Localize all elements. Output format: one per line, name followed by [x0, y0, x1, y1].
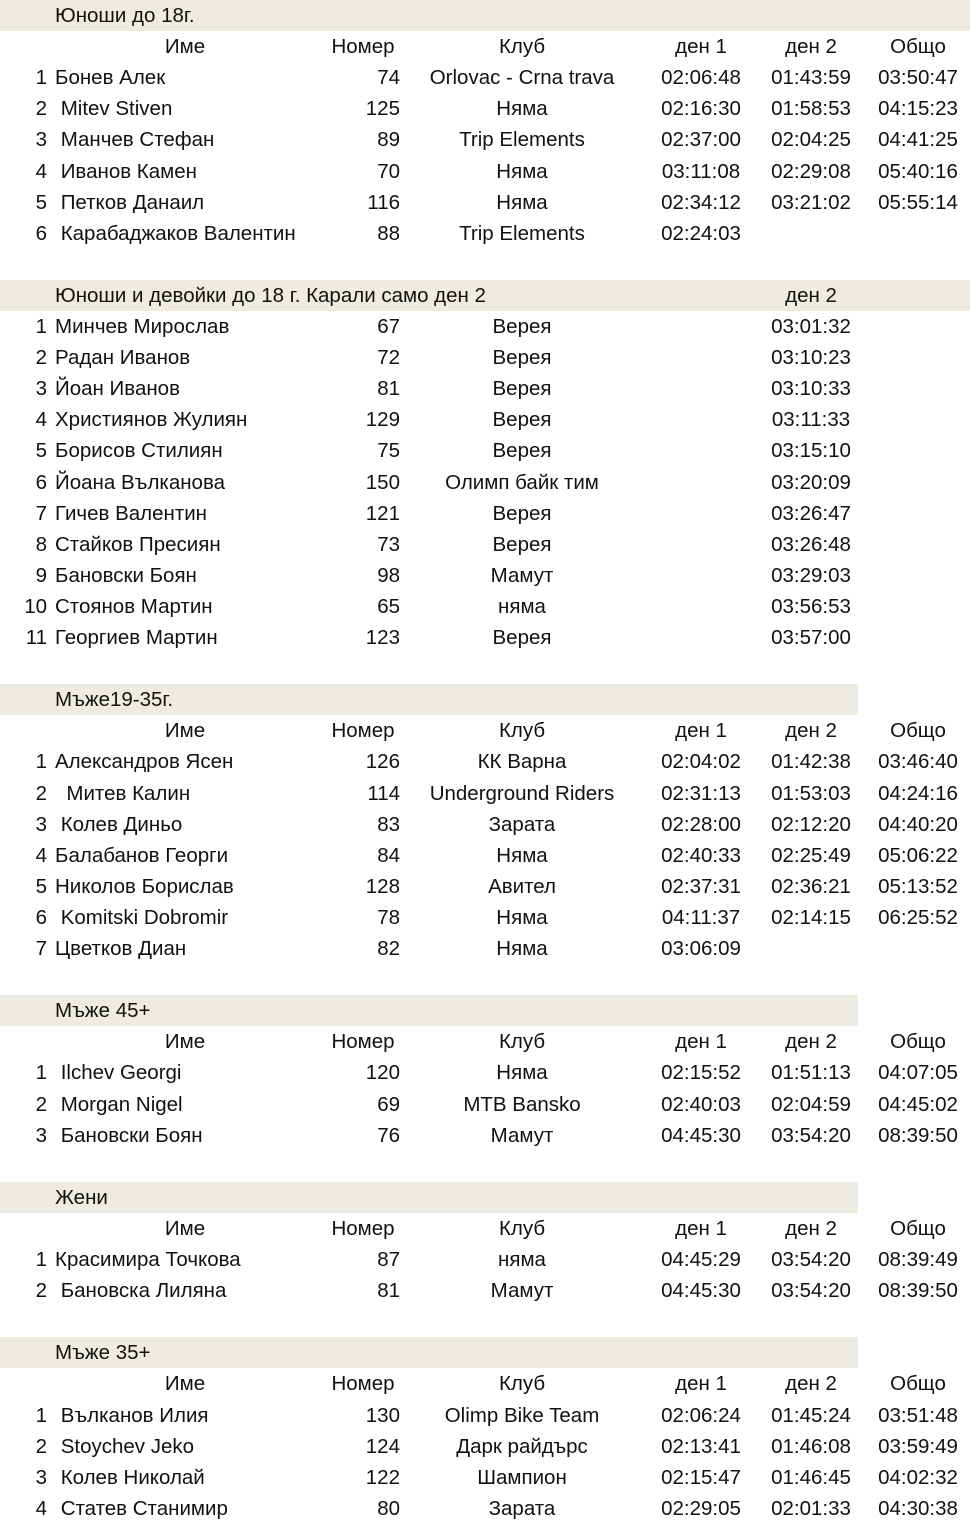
bib-number: 76: [377, 1124, 400, 1147]
day2-time: 01:53:03: [771, 782, 851, 805]
day1-time: 02:34:12: [661, 191, 741, 214]
bib-number: 124: [365, 1435, 400, 1458]
club-name: Orlovac - Crna trava: [429, 66, 615, 89]
table-row: [0, 746, 970, 777]
section-title-row: [0, 1337, 970, 1368]
day2-time: 02:14:15: [771, 906, 851, 929]
day1-time: 02:28:00: [661, 813, 741, 836]
day1-time: 02:15:52: [661, 1061, 741, 1084]
col-header-bib: Номер: [331, 719, 395, 742]
table-row: [0, 124, 970, 155]
section-title: Жени: [55, 1186, 108, 1209]
col-header-name: Име: [164, 1217, 206, 1240]
col-header-day2: ден 2: [785, 1217, 837, 1240]
bib-number: 81: [377, 377, 400, 400]
total-time: 05:13:52: [878, 875, 958, 898]
place-number: 1: [35, 315, 47, 338]
day2-time: 03:56:53: [771, 595, 851, 618]
place-number: 10: [24, 595, 47, 618]
place-number: 6: [35, 906, 47, 929]
club-name: Няма: [496, 937, 548, 960]
club-name: Верея: [492, 626, 552, 649]
table-row: [0, 156, 970, 187]
rider-name: Иванов Камен: [55, 160, 197, 183]
place-number: 2: [35, 1435, 47, 1458]
place-number: 2: [35, 1279, 47, 1302]
club-name: Няма: [496, 906, 548, 929]
club-name: Верея: [492, 408, 552, 431]
place-number: 2: [35, 782, 47, 805]
bib-number: 70: [377, 160, 400, 183]
day1-time: 02:37:00: [661, 128, 741, 151]
col-header-name: Име: [164, 1030, 206, 1053]
bib-number: 67: [377, 315, 400, 338]
club-name: Верея: [492, 346, 552, 369]
section-title: Юноши до 18г.: [55, 4, 195, 27]
day2-time: 02:36:21: [771, 875, 851, 898]
place-number: 1: [35, 1061, 47, 1084]
table-row: [0, 1462, 970, 1493]
day1-time: 02:16:30: [661, 97, 741, 120]
day1-time: 02:15:47: [661, 1466, 741, 1489]
bib-number: 81: [377, 1279, 400, 1302]
rider-name: Колев Диньо: [55, 813, 183, 836]
rider-name: Статев Станимир: [55, 1497, 228, 1520]
column-header-row: [0, 715, 970, 746]
day1-time: 04:45:30: [661, 1124, 741, 1147]
bib-number: 114: [367, 782, 400, 805]
total-time: 04:45:02: [878, 1093, 958, 1116]
rider-name: Радан Иванов: [55, 346, 191, 369]
day2-time: 03:10:23: [771, 346, 851, 369]
section-title-row: [0, 995, 970, 1026]
col-header-day1: ден 1: [675, 1030, 727, 1053]
place-number: 3: [35, 1124, 47, 1147]
club-name: Верея: [492, 533, 552, 556]
table-row: [0, 1493, 970, 1524]
table-row: [0, 1120, 970, 1151]
club-name: КК Варна: [477, 750, 567, 773]
bib-number: 126: [365, 750, 400, 773]
place-number: 2: [35, 346, 47, 369]
total-time: 08:39:49: [878, 1248, 958, 1271]
place-number: 7: [35, 937, 47, 960]
day1-time: 02:40:33: [661, 844, 741, 867]
day1-time: 02:31:13: [661, 782, 741, 805]
table-row: [0, 218, 970, 249]
table-row: [0, 187, 970, 218]
table-row: [0, 373, 970, 404]
total-time: 05:55:14: [878, 191, 958, 214]
column-header-row: [0, 1213, 970, 1244]
day2-time: 03:10:33: [771, 377, 851, 400]
table-row: [0, 591, 970, 622]
club-name: Няма: [496, 844, 548, 867]
table-row: [0, 871, 970, 902]
bib-number: 75: [377, 439, 400, 462]
place-number: 1: [35, 1248, 47, 1271]
table-row: [0, 467, 970, 498]
table-row: [0, 1431, 970, 1462]
club-name: Верея: [492, 502, 552, 525]
day2-time: 03:01:32: [771, 315, 851, 338]
day1-time: 02:37:31: [661, 875, 741, 898]
place-number: 8: [35, 533, 47, 556]
total-time: 03:59:49: [878, 1435, 958, 1458]
bib-number: 74: [377, 66, 400, 89]
total-time: 03:51:48: [878, 1404, 958, 1427]
table-row: [0, 404, 970, 435]
rider-name: Минчев Мирослав: [55, 315, 230, 338]
day2-time: 02:04:25: [771, 128, 851, 151]
col-header-bib: Номер: [331, 1030, 395, 1053]
club-name: няма: [498, 595, 546, 618]
day2-time: 03:26:47: [771, 502, 851, 525]
total-time: 04:15:23: [878, 97, 958, 120]
total-time: 04:24:16: [878, 782, 958, 805]
rider-name: Александров Ясен: [55, 750, 234, 773]
day2-time: 03:11:33: [771, 408, 851, 431]
rider-name: Бановска Лиляна: [55, 1279, 227, 1302]
total-time: 04:02:32: [878, 1466, 958, 1489]
club-name: Олимп байк тим: [445, 471, 599, 494]
club-name: Шампион: [477, 1466, 567, 1489]
rider-name: Стайков Пресиян: [55, 533, 221, 556]
place-number: 2: [35, 1093, 47, 1116]
club-name: Olimp Bike Team: [444, 1404, 600, 1427]
day1-time: 02:06:24: [661, 1404, 741, 1427]
day2-time: 03:57:00: [771, 626, 851, 649]
bib-number: 123: [365, 626, 400, 649]
bib-number: 65: [377, 595, 400, 618]
col-header-name: Име: [164, 719, 206, 742]
day2-time: 02:25:49: [771, 844, 851, 867]
club-name: Зарата: [488, 1497, 556, 1520]
place-number: 11: [25, 626, 47, 649]
col-header-day1: ден 1: [675, 1217, 727, 1240]
rider-name: Йоана Вълканова: [55, 471, 226, 494]
table-row: [0, 498, 970, 529]
rider-name: Бановски Боян: [55, 564, 197, 587]
table-row: [0, 529, 970, 560]
day2-time: 02:29:08: [771, 160, 851, 183]
table-row: [0, 1400, 970, 1431]
table-row: [0, 1057, 970, 1088]
section-title-row: [0, 0, 970, 31]
bib-number: 98: [377, 564, 400, 587]
day2-time: 02:12:20: [771, 813, 851, 836]
table-row: [0, 902, 970, 933]
rider-name: Стоянов Мартин: [55, 595, 213, 618]
club-name: Няма: [496, 160, 548, 183]
total-time: 03:46:40: [878, 750, 958, 773]
bib-number: 72: [377, 346, 400, 369]
bib-number: 82: [377, 937, 400, 960]
bib-number: 83: [377, 813, 400, 836]
col-header-day1: ден 1: [675, 35, 727, 58]
bib-number: 78: [377, 906, 400, 929]
total-time: 05:40:16: [878, 160, 958, 183]
section-title: Мъже19-35г.: [55, 688, 174, 711]
day2-time: 02:01:33: [771, 1497, 851, 1520]
col-header-name: Име: [164, 1372, 206, 1395]
rider-name: Християнов Жулиян: [55, 408, 248, 431]
table-row: [0, 560, 970, 591]
day1-time: 03:11:08: [661, 160, 741, 183]
day2-time: 03:54:20: [771, 1248, 851, 1271]
day2-time: 03:26:48: [771, 533, 851, 556]
day1-time: 02:40:03: [661, 1093, 741, 1116]
day2-time: 03:15:10: [771, 439, 851, 462]
table-row: [0, 933, 970, 964]
club-name: Trip Elements: [459, 128, 585, 151]
place-number: 4: [35, 160, 47, 183]
rider-name: Митев Калин: [55, 782, 191, 805]
table-row: [0, 840, 970, 871]
rider-name: Бонев Алек: [55, 66, 166, 89]
col-header-total: Общо: [890, 719, 946, 742]
place-number: 3: [35, 377, 47, 400]
col-header-bib: Номер: [331, 35, 395, 58]
table-row: [0, 342, 970, 373]
table-row: [0, 1244, 970, 1275]
bib-number: 128: [365, 875, 400, 898]
section-title-row: [0, 280, 970, 311]
day1-time: 02:24:03: [661, 222, 741, 245]
day1-time: 03:06:09: [661, 937, 741, 960]
place-number: 3: [35, 813, 47, 836]
place-number: 2: [35, 97, 47, 120]
col-header-total: Общо: [890, 1217, 946, 1240]
rider-name: Гичев Валентин: [55, 502, 207, 525]
table-row: [0, 1275, 970, 1306]
club-name: Няма: [496, 1061, 548, 1084]
col-header-day2: ден 2: [785, 1372, 837, 1395]
table-row: [0, 435, 970, 466]
place-number: 3: [35, 128, 47, 151]
col-header-club: Клуб: [498, 719, 546, 742]
bib-number: 122: [365, 1466, 400, 1489]
club-name: Мамут: [490, 1124, 554, 1147]
col-header-day1: ден 1: [675, 719, 727, 742]
table-row: [0, 1089, 970, 1120]
total-time: 06:25:52: [878, 906, 958, 929]
place-number: 1: [35, 1404, 47, 1427]
section-title-day2: ден 2: [785, 284, 837, 307]
col-header-bib: Номер: [331, 1372, 395, 1395]
total-time: 04:40:20: [878, 813, 958, 836]
col-header-total: Общо: [890, 1030, 946, 1053]
day2-time: 03:29:03: [771, 564, 851, 587]
col-header-day1: ден 1: [675, 1372, 727, 1395]
place-number: 9: [35, 564, 47, 587]
club-name: Зарата: [488, 813, 556, 836]
place-number: 4: [35, 1497, 47, 1520]
col-header-name: Име: [164, 35, 206, 58]
rider-name: Борисов Стилиян: [55, 439, 223, 462]
bib-number: 69: [377, 1093, 400, 1116]
total-time: 04:41:25: [878, 128, 958, 151]
bib-number: 89: [377, 128, 400, 151]
club-name: Верея: [492, 315, 552, 338]
place-number: 6: [35, 222, 47, 245]
bib-number: 125: [365, 97, 400, 120]
day2-time: 01:51:13: [771, 1061, 851, 1084]
club-name: Авител: [488, 875, 556, 898]
col-header-total: Общо: [890, 35, 946, 58]
total-time: 04:30:38: [878, 1497, 958, 1520]
club-name: Мамут: [490, 1279, 554, 1302]
section-title: Мъже 45+: [55, 999, 151, 1022]
club-name: Верея: [492, 377, 552, 400]
rider-name: Вълканов Илия: [55, 1404, 209, 1427]
club-name: Trip Elements: [459, 222, 585, 245]
rider-name: Карабаджаков Валентин: [55, 222, 296, 245]
col-header-club: Клуб: [498, 1372, 546, 1395]
bib-number: 84: [377, 844, 400, 867]
table-row: [0, 62, 970, 93]
place-number: 1: [35, 750, 47, 773]
place-number: 7: [35, 502, 47, 525]
place-number: 1: [35, 66, 47, 89]
place-number: 6: [35, 471, 47, 494]
table-row: [0, 809, 970, 840]
bib-number: 130: [365, 1404, 400, 1427]
day1-time: 02:06:48: [661, 66, 741, 89]
club-name: Няма: [496, 191, 548, 214]
table-row: [0, 311, 970, 342]
day1-time: 04:11:37: [661, 906, 741, 929]
rider-name: Балабанов Георги: [55, 844, 229, 867]
bib-number: 116: [367, 191, 400, 214]
col-header-club: Клуб: [498, 35, 546, 58]
bib-number: 88: [377, 222, 400, 245]
day2-time: 01:46:08: [771, 1435, 851, 1458]
bib-number: 73: [377, 533, 400, 556]
rider-name: Николов Борислав: [55, 875, 234, 898]
day2-time: 01:58:53: [771, 97, 851, 120]
col-header-club: Клуб: [498, 1030, 546, 1053]
day2-time: 01:42:38: [771, 750, 851, 773]
rider-name: Йоан Иванов: [55, 377, 180, 400]
place-number: 3: [35, 1466, 47, 1489]
place-number: 4: [35, 408, 47, 431]
rider-name: Ilchev Georgi: [55, 1061, 182, 1084]
total-time: 04:07:05: [878, 1061, 958, 1084]
day1-time: 02:13:41: [661, 1435, 741, 1458]
rider-name: Komitski Dobromir: [55, 906, 229, 929]
column-header-row: [0, 31, 970, 62]
col-header-bib: Номер: [331, 1217, 395, 1240]
club-name: няма: [498, 1248, 546, 1271]
rider-name: Колев Николай: [55, 1466, 205, 1489]
rider-name: Цветков Диан: [55, 937, 187, 960]
rider-name: Манчев Стефан: [55, 128, 215, 151]
day1-time: 02:29:05: [661, 1497, 741, 1520]
place-number: 5: [35, 191, 47, 214]
rider-name: Бановски Боян: [55, 1124, 203, 1147]
table-row: [0, 778, 970, 809]
section-title-row: [0, 1182, 970, 1213]
day2-time: 01:46:45: [771, 1466, 851, 1489]
column-header-row: [0, 1368, 970, 1399]
bib-number: 121: [365, 502, 400, 525]
club-name: Мамут: [490, 564, 554, 587]
club-name: Няма: [496, 97, 548, 120]
day2-time: 03:54:20: [771, 1124, 851, 1147]
club-name: Underground Riders: [429, 782, 615, 805]
day1-time: 04:45:29: [661, 1248, 741, 1271]
col-header-day2: ден 2: [785, 1030, 837, 1053]
rider-name: Георгиев Мартин: [55, 626, 218, 649]
table-row: [0, 622, 970, 653]
bib-number: 120: [365, 1061, 400, 1084]
section-title: Юноши и девойки до 18 г. Карали само ден 2: [55, 284, 486, 307]
place-number: 5: [35, 439, 47, 462]
col-header-club: Клуб: [498, 1217, 546, 1240]
rider-name: Mitev Stiven: [55, 97, 173, 120]
club-name: Дарк райдърс: [456, 1435, 588, 1458]
club-name: MTB Bansko: [463, 1093, 581, 1116]
rider-name: Красимира Точкова: [55, 1248, 241, 1271]
total-time: 05:06:22: [878, 844, 958, 867]
total-time: 08:39:50: [878, 1279, 958, 1302]
rider-name: Morgan Nigel: [55, 1093, 183, 1116]
bib-number: 150: [365, 471, 400, 494]
day2-time: 03:20:09: [771, 471, 851, 494]
col-header-day2: ден 2: [785, 35, 837, 58]
bib-number: 129: [365, 408, 400, 431]
total-time: 03:50:47: [878, 66, 958, 89]
col-header-day2: ден 2: [785, 719, 837, 742]
place-number: 4: [35, 844, 47, 867]
section-title-row: [0, 684, 970, 715]
bib-number: 87: [377, 1248, 400, 1271]
day1-time: 02:04:02: [661, 750, 741, 773]
table-row: [0, 93, 970, 124]
place-number: 5: [35, 875, 47, 898]
col-header-total: Общо: [890, 1372, 946, 1395]
bib-number: 80: [377, 1497, 400, 1520]
day2-time: 03:21:02: [771, 191, 851, 214]
club-name: Верея: [492, 439, 552, 462]
day2-time: 03:54:20: [771, 1279, 851, 1302]
day2-time: 01:45:24: [771, 1404, 851, 1427]
day2-time: 01:43:59: [771, 66, 851, 89]
rider-name: Stoychev Jeko: [55, 1435, 195, 1458]
section-title: Мъже 35+: [55, 1341, 151, 1364]
day2-time: 02:04:59: [771, 1093, 851, 1116]
column-header-row: [0, 1026, 970, 1057]
total-time: 08:39:50: [878, 1124, 958, 1147]
day1-time: 04:45:30: [661, 1279, 741, 1302]
rider-name: Петков Данаил: [55, 191, 205, 214]
